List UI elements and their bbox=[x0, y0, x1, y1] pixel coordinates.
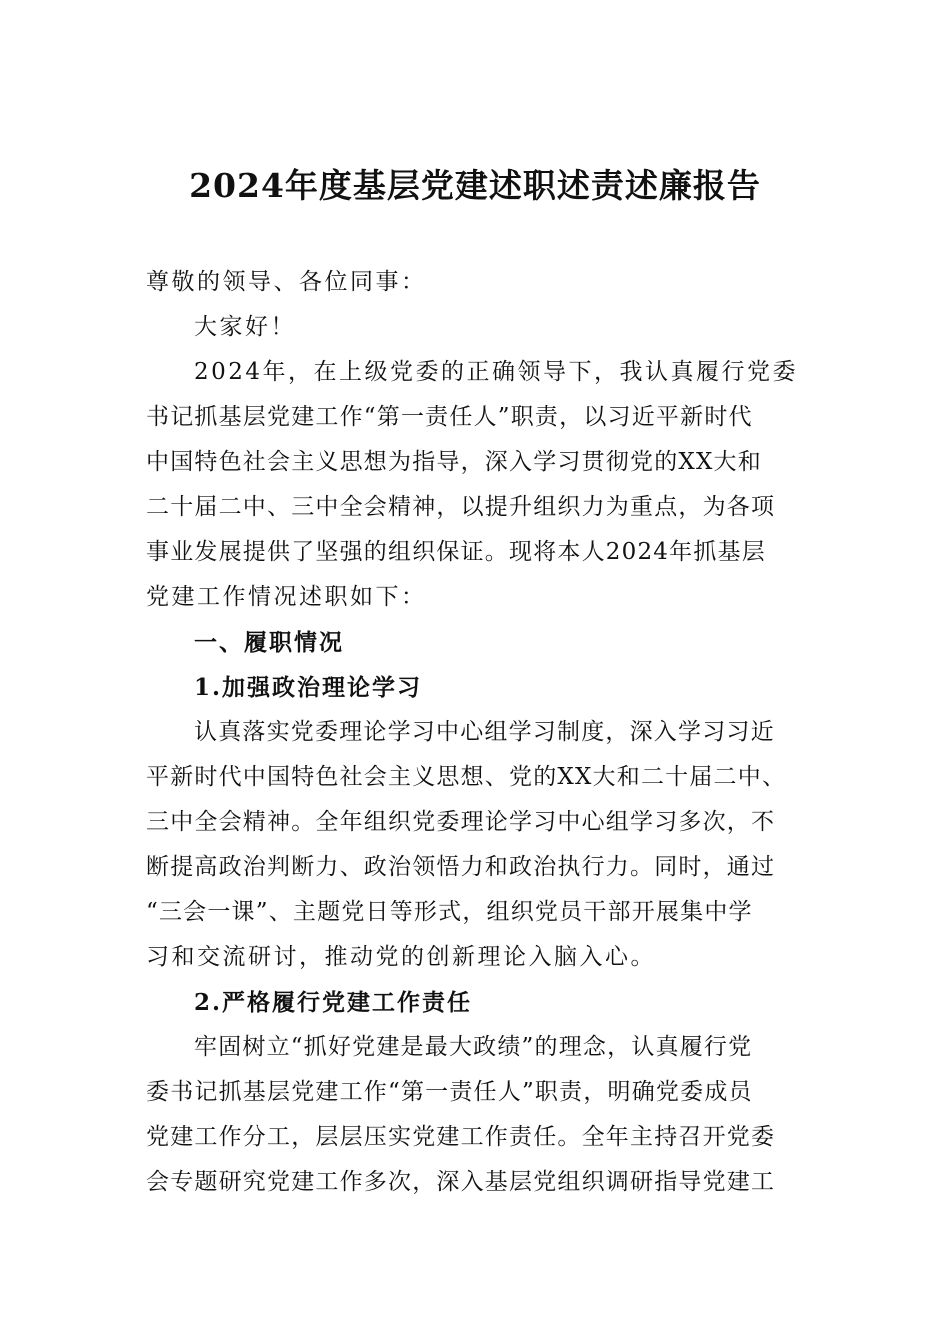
subsection-heading: 2.严格履行党建工作责任 bbox=[194, 989, 473, 1016]
greeting: 大家好！ bbox=[194, 314, 296, 340]
intro-line: 事业发展提供了坚强的组织保证。现将本人2024年抓基层 bbox=[146, 539, 766, 565]
document-body bbox=[146, 260, 808, 1205]
paragraph-line: 会专题研究党建工作多次，深入基层党组织调研指导党建工 bbox=[146, 1169, 776, 1195]
paragraph-line: 习和交流研讨，推动党的创新理论入脑入心。 bbox=[146, 944, 656, 970]
intro-line: 书记抓基层党建工作“第一责任人”职责，以习近平新时代 bbox=[146, 404, 753, 430]
intro-line: 党建工作情况述职如下： bbox=[146, 584, 427, 610]
section-heading: 一、履职情况 bbox=[194, 629, 344, 656]
document-title: 2024年度基层党建述职述责述廉报告 bbox=[189, 166, 761, 205]
paragraph-line: 委书记抓基层党建工作“第一责任人”职责，明确党委成员 bbox=[146, 1079, 753, 1105]
paragraph-line: 三中全会精神。全年组织党委理论学习中心组学习多次，不 bbox=[146, 809, 776, 835]
intro-line: 中国特色社会主义思想为指导，深入学习贯彻党的XX大和 bbox=[146, 449, 762, 475]
paragraph-line: 平新时代中国特色社会主义思想、党的XX大和二十届二中、 bbox=[146, 764, 787, 790]
paragraph-line: 党建工作分工，层层压实党建工作责任。全年主持召开党委 bbox=[146, 1124, 776, 1150]
subsection-heading: 1.加强政治理论学习 bbox=[194, 674, 423, 701]
paragraph-line: 认真落实党委理论学习中心组学习制度，深入学习习近 bbox=[194, 719, 775, 745]
paragraph-line: “三会一课”、主题党日等形式，组织党员干部开展集中学 bbox=[146, 899, 753, 925]
paragraph-line: 断提高政治判断力、政治领悟力和政治执行力。同时，通过 bbox=[146, 854, 776, 880]
paragraph-line: 牢固树立“抓好党建是最大政绩”的理念，认真履行党 bbox=[194, 1034, 753, 1060]
intro-line: 二十届二中、三中全会精神，以提升组织力为重点，为各项 bbox=[146, 494, 776, 520]
intro-line: 2024年，在上级党委的正确领导下，我认真履行党委 bbox=[194, 359, 799, 385]
salutation: 尊敬的领导、各位同事： bbox=[146, 269, 427, 295]
